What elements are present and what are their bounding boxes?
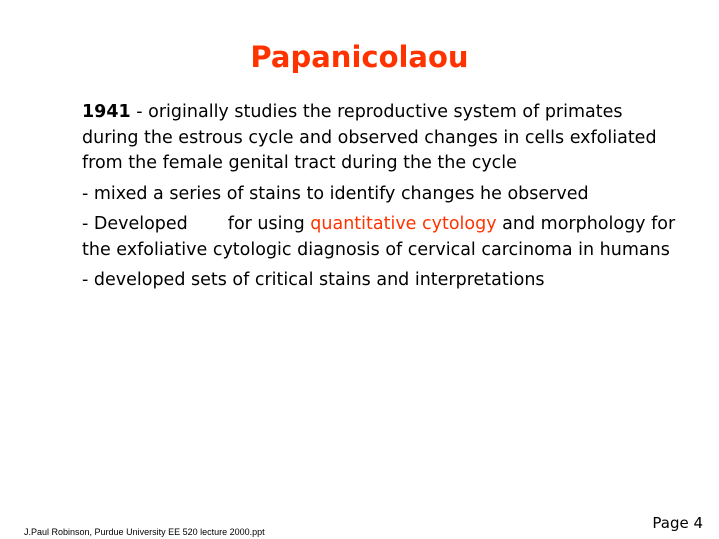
paragraph-1941 — [82, 100, 682, 177]
paragraph-3-start: - Developed — [82, 214, 188, 234]
paragraph-2-text: - mixed a series of stains to identify changes he observed — [82, 183, 589, 204]
year-label: 1941 — [82, 102, 131, 122]
footer-credit: J.Paul Robinson, Purdue University EE 520 lecture 2000.ppt — [24, 527, 265, 537]
page-number: Page 4 — [652, 514, 703, 532]
paragraph-3-mid: for using — [227, 214, 311, 234]
paragraph-1-text: - originally studies the reproductive system of primates during the estrous cycle and observed changes in cells exfoliated from the female genital tract during the the cycle — [82, 102, 657, 173]
highlight-quantitative-cytology: quantitative cytology — [310, 214, 497, 234]
slide-body — [82, 100, 682, 294]
paragraph-4-text: - developed sets of critical stains and interpretations — [82, 270, 545, 290]
paragraph-3-end: and morphology for the exfoliative cytologic diagnosis of cervical carcinoma in humans — [82, 214, 676, 260]
paragraph-interpretations — [82, 268, 682, 294]
slide-title: Papanicolaou — [250, 40, 469, 74]
paragraph-stains — [82, 182, 682, 208]
paragraph-developed — [82, 212, 682, 263]
